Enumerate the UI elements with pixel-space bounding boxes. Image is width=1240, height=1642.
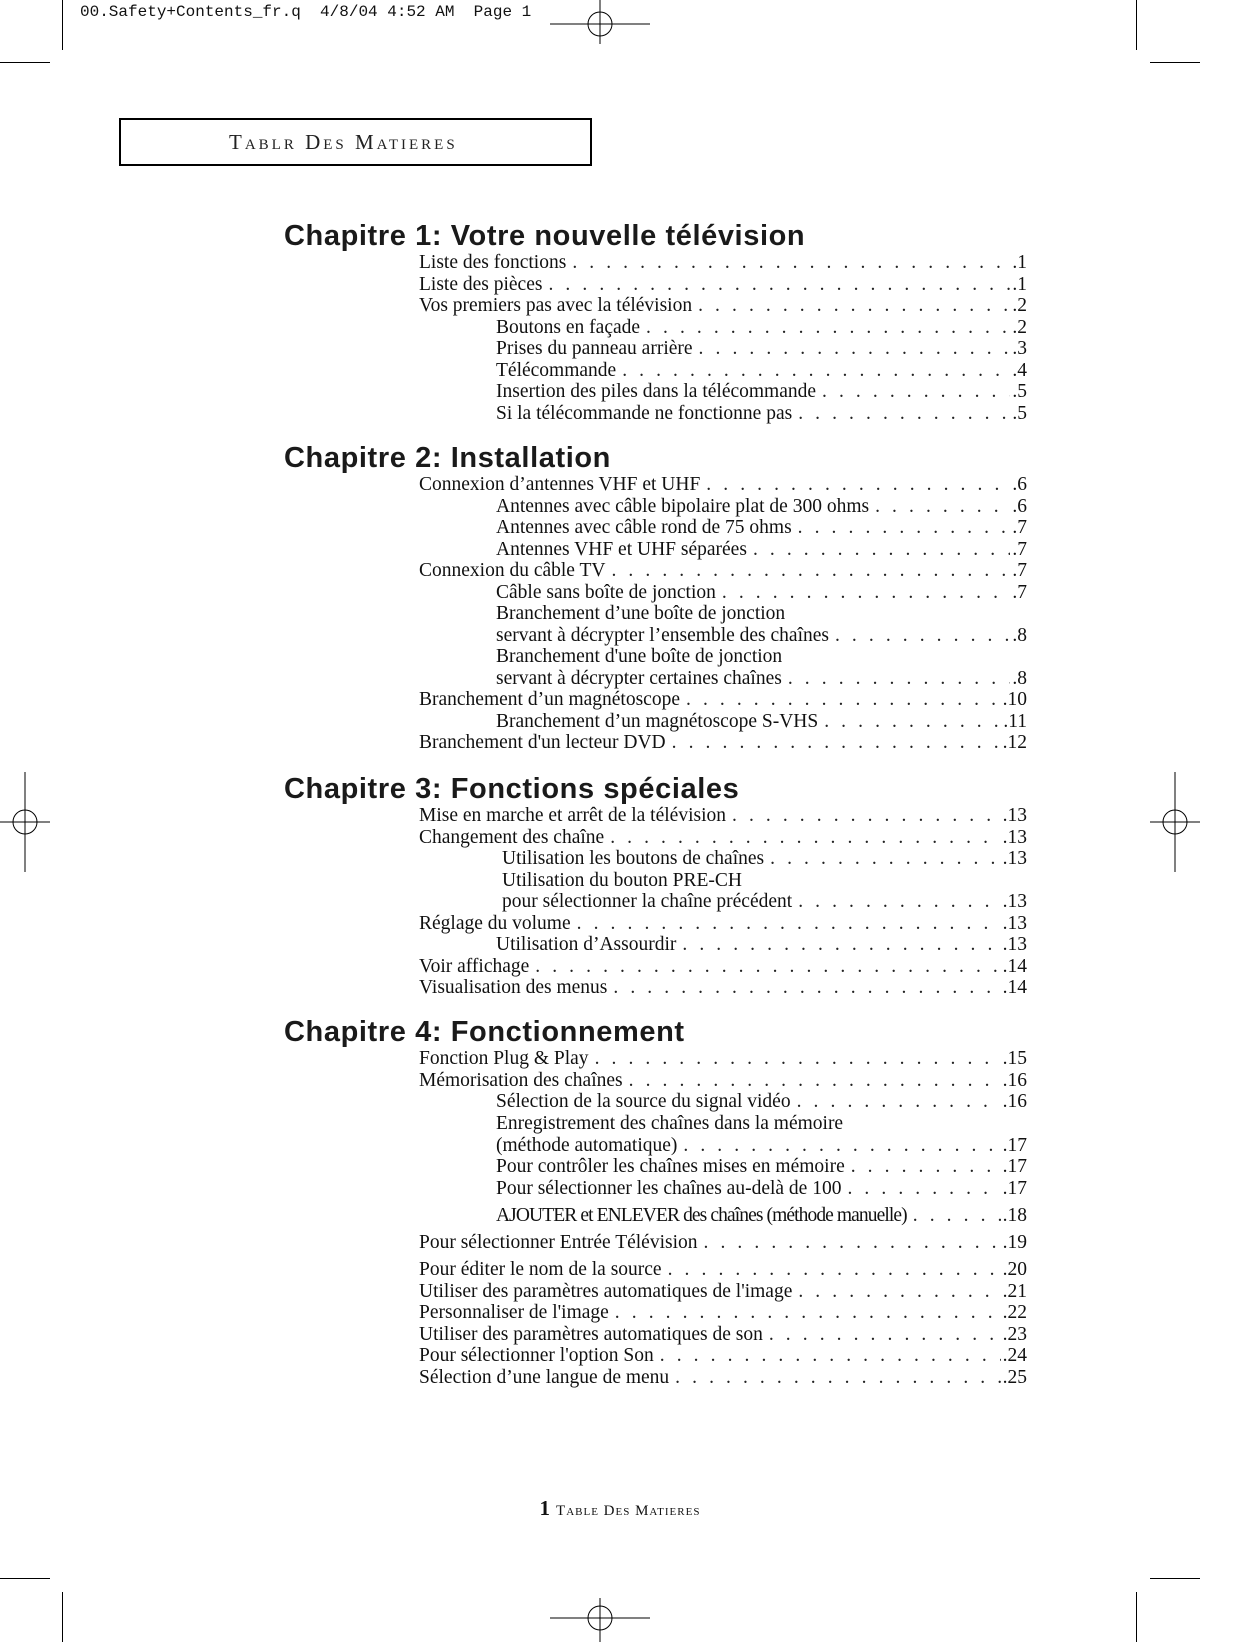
toc-entry-label: Utiliser des paramètres automatiques de son: [419, 1324, 763, 1345]
leader-dots: [722, 582, 1011, 604]
toc-page-number: .14: [1002, 956, 1027, 977]
registration-mark-icon: [550, 1598, 650, 1642]
toc-entry-label: Utilisation les boutons de chaînes: [502, 848, 765, 869]
toc-page-number: .13: [1002, 805, 1027, 826]
toc-page-number: .17: [1002, 1156, 1027, 1177]
toc-entry-label: Branchement d’une boîte de jonction: [496, 603, 786, 624]
toc-entry[interactable]: [419, 977, 1027, 999]
leader-dots: [798, 891, 1000, 913]
toc-page-number: .1: [1012, 274, 1027, 295]
leader-dots: [595, 1048, 1001, 1070]
toc-entry[interactable]: [496, 317, 1027, 339]
toc-entry[interactable]: [496, 646, 782, 668]
toc-page-number: .16: [1002, 1070, 1027, 1091]
page-title: Tablr Des Matieres: [119, 118, 592, 166]
toc-page-number: .2: [1012, 317, 1027, 338]
crop-mark: [1150, 1578, 1200, 1579]
toc-entry[interactable]: [496, 1113, 843, 1135]
toc-entry[interactable]: [419, 1070, 1027, 1092]
crop-mark: [0, 62, 50, 63]
toc-entry-label: Changement des chaîne: [419, 827, 605, 848]
toc-entry-label: Pour contrôler les chaînes mises en mémoire: [496, 1156, 845, 1177]
toc-page-number: .12: [1002, 732, 1027, 753]
leader-dots: [610, 827, 1000, 849]
toc-entry-label: Fonction Plug & Play: [419, 1048, 589, 1069]
toc-page-number: .2: [1012, 295, 1027, 316]
toc-entry-label: Visualisation des menus: [419, 977, 608, 998]
leader-dots: [732, 805, 1001, 827]
toc-entry-label: Pour sélectionner Entrée Télévision: [419, 1232, 698, 1253]
footer-page-number: 1: [539, 1496, 551, 1520]
toc-page-number: .5: [1012, 381, 1027, 402]
toc-entry[interactable]: [496, 668, 1027, 690]
leader-dots: [822, 381, 1010, 403]
toc-page-number: .7: [1012, 517, 1027, 538]
toc-page-number: .7: [1012, 582, 1027, 603]
toc-entry[interactable]: [419, 827, 1027, 849]
leader-dots: [704, 1232, 1001, 1254]
toc-entry[interactable]: [496, 403, 1027, 425]
toc-entry-label: Pour éditer le nom de la source: [419, 1259, 662, 1280]
toc-entry[interactable]: [496, 1091, 1027, 1113]
toc-entry-label: (méthode automatique): [496, 1135, 678, 1156]
toc-page-number: .21: [1002, 1281, 1027, 1302]
crop-mark: [1136, 1592, 1137, 1642]
toc-page-number: .8: [1012, 625, 1027, 646]
toc-page-number: .6: [1012, 474, 1027, 495]
toc-entry[interactable]: [496, 1205, 1027, 1227]
leader-dots: [851, 1156, 1001, 1178]
crop-mark: [1150, 62, 1200, 63]
toc-page-number: .13: [1002, 848, 1027, 869]
print-slug: 00.Safety+Contents_fr.q 4/8/04 4:52 AM Page 1: [80, 3, 532, 21]
toc-page-number: .13: [1002, 934, 1027, 955]
toc-entry[interactable]: [496, 1135, 1027, 1157]
leader-dots: [683, 1135, 1000, 1157]
toc-entry[interactable]: [419, 1281, 1027, 1303]
toc-entry[interactable]: [419, 474, 1027, 496]
toc-entry-label: Boutons en façade: [496, 317, 641, 338]
page-footer: [0, 1496, 1240, 1521]
toc-entry[interactable]: [496, 496, 1027, 518]
toc-page-number: .19: [1002, 1232, 1027, 1253]
crop-mark: [62, 1592, 63, 1642]
toc-page-number: .1: [1012, 252, 1027, 273]
toc-entry-label: Antennes VHF et UHF séparées: [496, 539, 747, 560]
toc-entry[interactable]: [419, 1259, 1027, 1281]
leader-dots: [797, 1091, 1001, 1113]
toc-page-number: .5: [1012, 403, 1027, 424]
toc-entry[interactable]: [419, 805, 1027, 827]
leader-dots: [788, 668, 1011, 690]
toc-entry-label: Prises du panneau arrière: [496, 338, 693, 359]
leader-dots: [629, 1070, 1001, 1092]
leader-dots: [798, 517, 1011, 539]
toc-entry-label: AJOUTER et ENLEVER des chaînes (méthode manuelle): [496, 1205, 907, 1226]
toc-entry[interactable]: [496, 539, 1027, 561]
leader-dots: [706, 474, 1010, 496]
toc-entry[interactable]: [496, 625, 1027, 647]
leader-dots: [769, 1324, 1001, 1346]
toc-entry[interactable]: [496, 517, 1027, 539]
toc-page-number: .11: [1003, 711, 1027, 732]
toc-entry[interactable]: [419, 1345, 1027, 1367]
leader-dots: [535, 956, 1000, 978]
crop-mark: [1136, 0, 1137, 50]
leader-dots: [668, 1259, 1001, 1281]
toc-entry-label: Antennes avec câble rond de 75 ohms: [496, 517, 792, 538]
toc-entry-label: Pour sélectionner les chaînes au-delà de 100: [496, 1178, 842, 1199]
toc-entry-label: servant à décrypter certaines chaînes: [496, 668, 782, 689]
toc-page-number: .6: [1012, 496, 1027, 517]
toc-entry[interactable]: [496, 582, 1027, 604]
toc-entry[interactable]: [502, 848, 1027, 870]
toc-page-number: .22: [1002, 1302, 1027, 1323]
chapter-title: Chapitre 2: Installation: [284, 442, 611, 474]
toc-page-number: .15: [1002, 1048, 1027, 1069]
toc-page-number: .14: [1002, 977, 1027, 998]
toc-page-number: .13: [1002, 891, 1027, 912]
leader-dots: [682, 934, 1000, 956]
leader-dots: [835, 625, 1010, 647]
toc-entry-label: Voir affichage: [419, 956, 530, 977]
leader-dots: [572, 252, 1010, 274]
toc-entry[interactable]: [419, 1367, 1027, 1389]
toc-page-number: .13: [1002, 913, 1027, 934]
toc-entry-label: Si la télécommande ne fonctionne pas: [496, 403, 793, 424]
chapter-title: Chapitre 3: Fonctions spéciales: [284, 773, 740, 805]
toc-page-number: .4: [1012, 360, 1027, 381]
toc-entry-label: Utilisation d’Assourdir: [496, 934, 677, 955]
toc-entry[interactable]: [502, 870, 742, 892]
leader-dots: [698, 295, 1010, 317]
toc-entry[interactable]: [502, 891, 1027, 913]
leader-dots: [675, 1367, 1000, 1389]
toc-entry-label: Enregistrement des chaînes dans la mémoire: [496, 1113, 844, 1134]
toc-entry[interactable]: [496, 1156, 1027, 1178]
toc-page-number: .18: [1002, 1205, 1027, 1226]
chapter-title: Chapitre 4: Fonctionnement: [284, 1016, 685, 1048]
registration-mark-icon: [1150, 772, 1200, 872]
toc-entry-label: Sélection de la source du signal vidéo: [496, 1091, 791, 1112]
leader-dots: [615, 1302, 1001, 1324]
toc-page-number: .8: [1012, 668, 1027, 689]
toc-entry[interactable]: [419, 913, 1027, 935]
leader-dots: [753, 539, 1010, 561]
toc-page-number: .17: [1002, 1135, 1027, 1156]
toc-page-number: .20: [1002, 1259, 1027, 1280]
toc-entry[interactable]: [419, 1324, 1027, 1346]
toc-entry-label: Branchement d'une boîte de jonction: [496, 646, 783, 667]
toc-entry-label: servant à décrypter l’ensemble des chaînes: [496, 625, 829, 646]
toc-page-number: .16: [1002, 1091, 1027, 1112]
toc-entry-label: Antennes avec câble bipolaire plat de 300 ohms: [496, 496, 870, 517]
registration-mark-icon: [0, 772, 50, 872]
leader-dots: [672, 732, 1001, 754]
toc-entry-label: Branchement d’un magnétoscope S-VHS: [496, 711, 819, 732]
toc-entry[interactable]: [496, 934, 1027, 956]
leader-dots: [770, 848, 1000, 870]
toc-page-number: .24: [1002, 1345, 1027, 1366]
crop-mark: [0, 1578, 50, 1579]
leader-dots: [548, 274, 1010, 296]
crop-mark: [62, 0, 63, 50]
toc-page-number: .7: [1012, 539, 1027, 560]
leader-dots: [646, 317, 1010, 339]
toc-entry[interactable]: [496, 338, 1027, 360]
leader-dots: [913, 1205, 1001, 1227]
toc-entry-label: Sélection d’une langue de menu: [419, 1367, 670, 1388]
toc-page-number: .7: [1012, 560, 1027, 581]
toc-page-number: .25: [1002, 1367, 1027, 1388]
toc-entry[interactable]: [419, 956, 1027, 978]
toc-entry[interactable]: [419, 1048, 1027, 1070]
leader-dots: [699, 338, 1011, 360]
toc-entry-label: Insertion des piles dans la télécommande: [496, 381, 817, 402]
toc-entry[interactable]: [419, 1302, 1027, 1324]
leader-dots: [798, 403, 1010, 425]
toc-entry-label: Liste des fonctions: [419, 252, 567, 273]
toc-entry-label: Mise en marche et arrêt de la télévision: [419, 805, 726, 826]
toc-entry-label: pour sélectionner la chaîne précédent: [502, 891, 793, 912]
toc-entry[interactable]: [496, 360, 1027, 382]
toc-entry[interactable]: [419, 295, 1027, 317]
chapter-title: Chapitre 1: Votre nouvelle télévision: [284, 220, 806, 252]
toc-entry[interactable]: [496, 381, 1027, 403]
toc-entry-label: Utilisation du bouton PRE-CH: [502, 870, 742, 891]
leader-dots: [613, 977, 1000, 999]
toc-entry-label: Branchement d'un lecteur DVD: [419, 732, 666, 753]
toc-page-number: .13: [1002, 827, 1027, 848]
toc-entry-label: Personnaliser de l'image: [419, 1302, 609, 1323]
toc-entry-label: Utiliser des paramètres automatiques de l'image: [419, 1281, 793, 1302]
leader-dots: [875, 496, 1010, 518]
toc-entry[interactable]: [419, 1232, 1027, 1254]
toc-page-number: .3: [1012, 338, 1027, 359]
toc-entry-label: Pour sélectionner l'option Son: [419, 1345, 654, 1366]
footer-title: Table Des Matieres: [556, 1503, 701, 1519]
leader-dots: [622, 360, 1010, 382]
leader-dots: [847, 1178, 1000, 1200]
leader-dots: [798, 1281, 1000, 1303]
toc-page-number: .17: [1002, 1178, 1027, 1199]
toc-entry[interactable]: [419, 689, 1027, 711]
toc-entry-label: Connexion du câble TV: [419, 560, 606, 581]
toc-entry[interactable]: [496, 711, 1027, 733]
toc-page-number: .23: [1002, 1324, 1027, 1345]
toc-entry-label: Réglage du volume: [419, 913, 571, 934]
toc-entry-label: Vos premiers pas avec la télévision: [419, 295, 693, 316]
leader-dots: [824, 711, 1001, 733]
toc-entry-label: Câble sans boîte de jonction: [496, 582, 716, 603]
toc-page-number: .10: [1002, 689, 1027, 710]
toc-entry[interactable]: [419, 252, 1027, 274]
leader-dots: [660, 1345, 1001, 1367]
leader-dots: [686, 689, 1001, 711]
toc-entry-label: Télécommande: [496, 360, 617, 381]
toc-entry[interactable]: [496, 603, 785, 625]
toc-entry-label: Branchement d’un magnétoscope: [419, 689, 680, 710]
toc-entry[interactable]: [419, 560, 1027, 582]
leader-dots: [577, 913, 1001, 935]
toc-entry[interactable]: [496, 1178, 1027, 1200]
toc-entry[interactable]: [419, 274, 1027, 296]
toc-entry[interactable]: [419, 732, 1027, 754]
toc-entry-label: Connexion d’antennes VHF et UHF: [419, 474, 701, 495]
leader-dots: [611, 560, 1010, 582]
toc-entry-label: Mémorisation des chaînes: [419, 1070, 623, 1091]
toc-entry-label: Liste des pièces: [419, 274, 543, 295]
registration-mark-icon: [550, 0, 650, 44]
